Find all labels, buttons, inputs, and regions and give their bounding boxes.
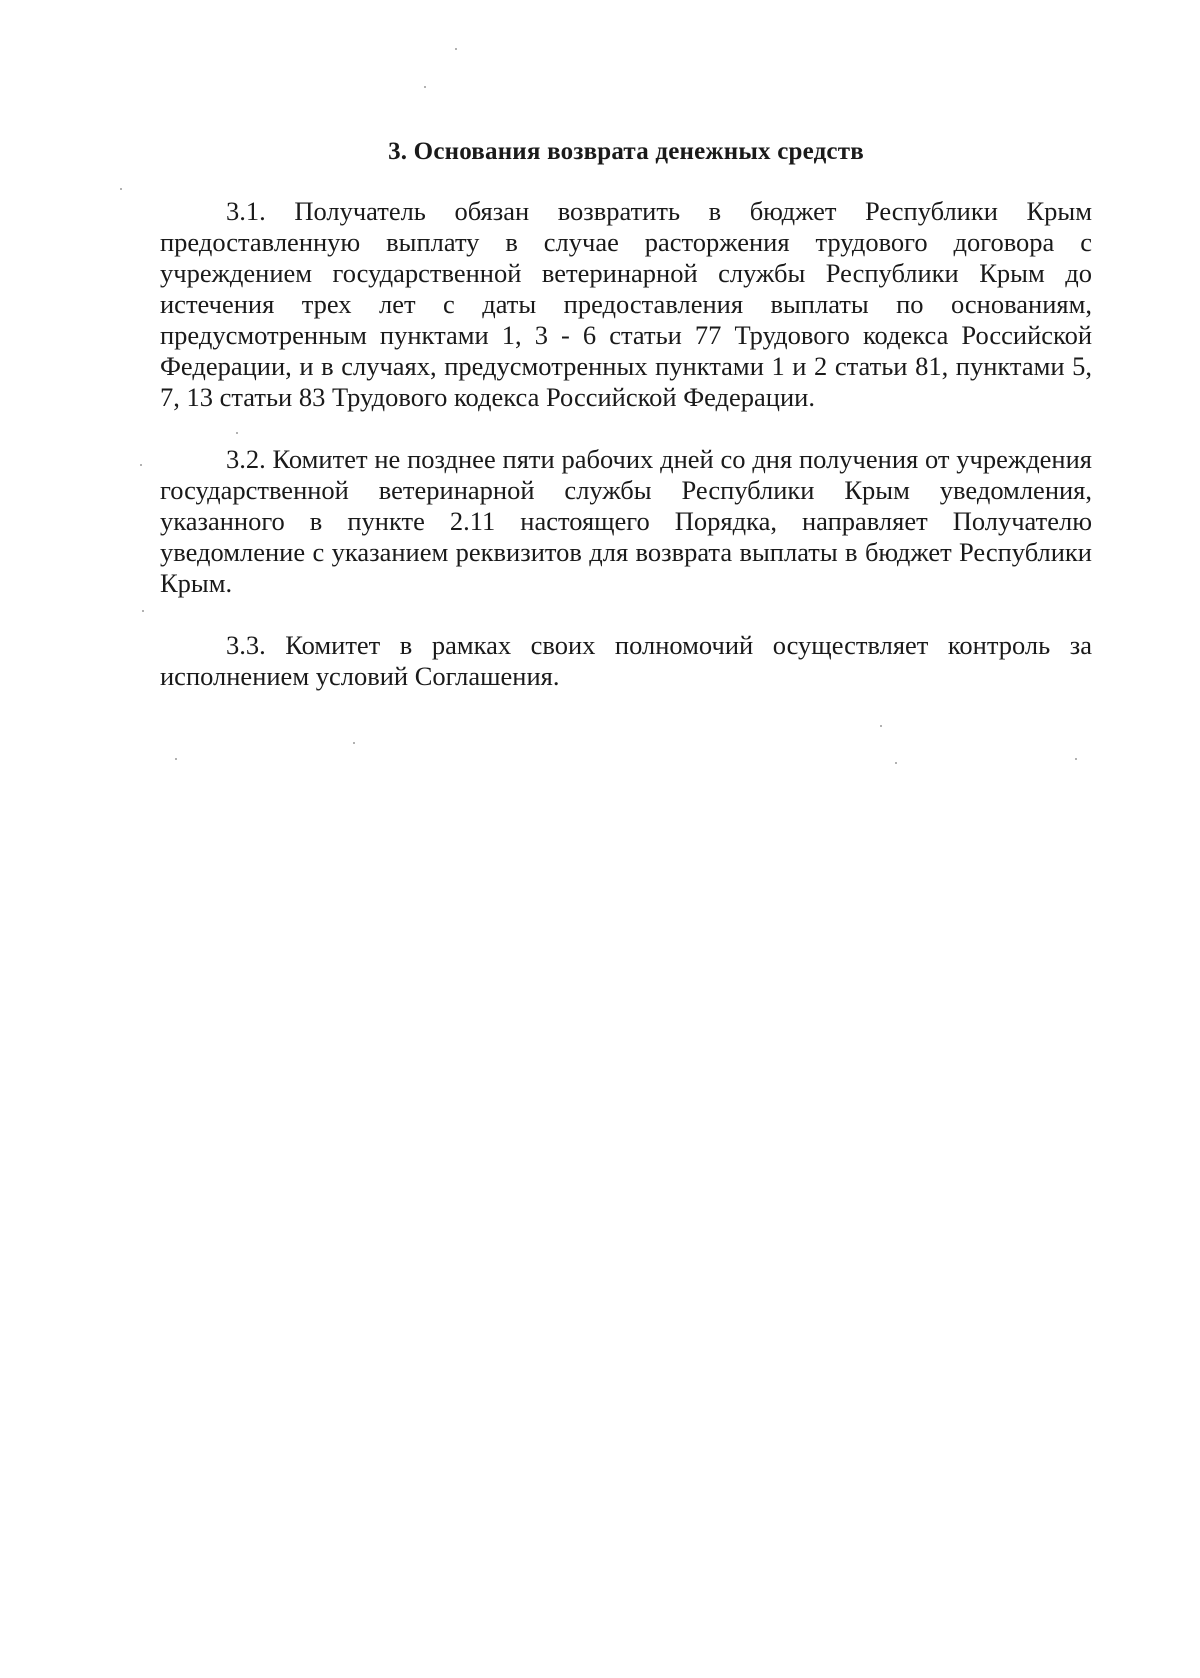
scan-speck bbox=[175, 758, 177, 760]
scan-speck bbox=[455, 48, 457, 50]
paragraph-3-1: 3.1. Получатель обязан возвратить в бюджет Республики Крым предоставленную выплату в случае расторжения трудового договора с учреждением государственной ветеринарной службы Республики Крым до истечения трех лет с даты предоставления выплаты по основаниям, предусмотренным пунктами 1, 3 - 6 статьи 77 Трудового кодекса Российской Федерации, и в случаях, предусмотренных пунктами 1 и 2 статьи 81, пунктами 5, 7, 13 статьи 83 Трудового кодекса Российской Федерации. bbox=[160, 196, 1092, 412]
scan-speck bbox=[353, 742, 355, 744]
section-title: 3. Основания возврата денежных средств bbox=[388, 138, 864, 165]
scan-speck bbox=[424, 86, 426, 88]
scan-speck bbox=[880, 725, 882, 727]
scan-speck bbox=[1075, 758, 1077, 760]
scan-speck bbox=[895, 762, 897, 764]
document-body bbox=[160, 138, 1092, 692]
paragraph-3-3: 3.3. Комитет в рамках своих полномочий осуществляет контроль за исполнением условий Соглашения. bbox=[160, 630, 1092, 691]
scan-speck bbox=[142, 610, 144, 612]
scan-speck bbox=[140, 464, 142, 466]
scan-speck bbox=[120, 188, 122, 190]
paragraph-3-2: 3.2. Комитет не позднее пяти рабочих дней со дня получения от учреждения государственной ветеринарной службы Республики Крым уведомления, указанного в пункте 2.11 настоящего Порядка, направляет Получателю уведомление с указанием реквизитов для возврата выплаты в бюджет Республики Крым. bbox=[160, 444, 1092, 598]
